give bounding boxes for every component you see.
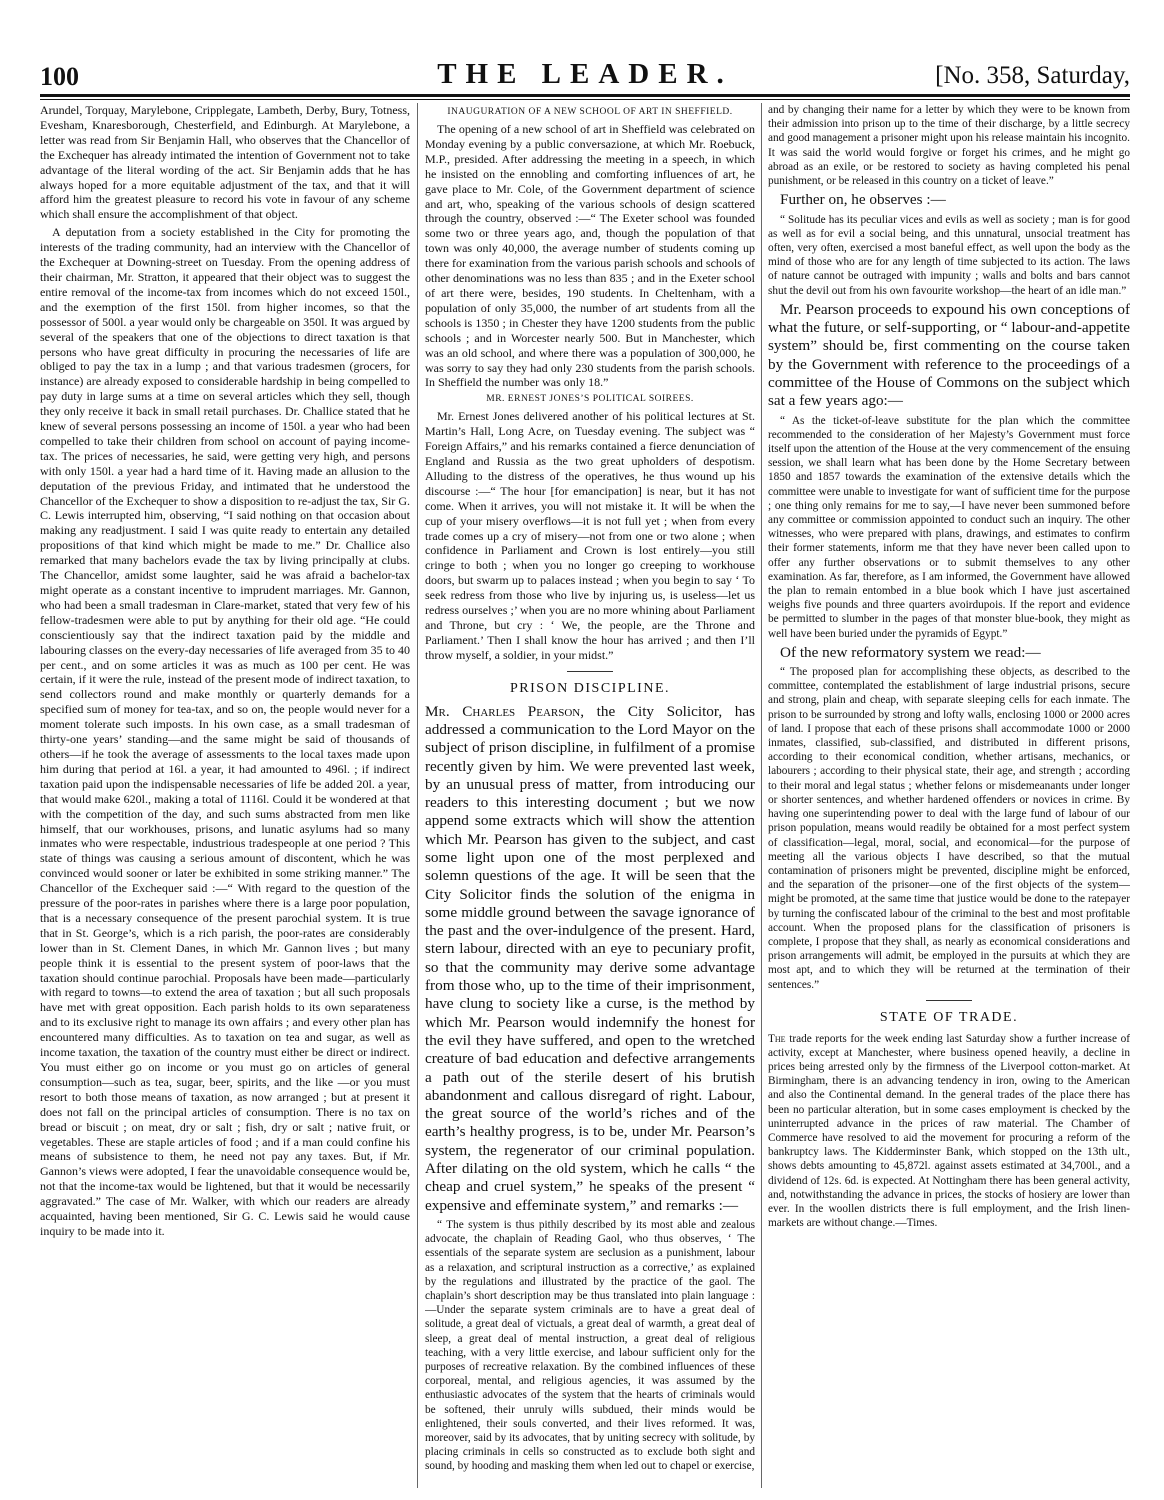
- column-3: [768, 103, 1130, 1493]
- ernest-jones-subheading: MR. ERNEST JONES’S POLITICAL SOIREES.: [486, 394, 694, 405]
- income-tax-continued-paragraph: Arundel, Torquay, Marylebone, Cripplegate, Lambeth, Derby, Bury, Totness, Evesham, Knaresborough, Chesterfield, and Edinburgh. At Marylebone, a letter was read from Sir Benjamin Hall, who observes that the Chancellor of the Exchequer has already intimated the intention of Government not to take advantage of the literal wording of the act. Sir Benjamin adds that he has always hoped for a more equitable adjustment of the tax, and that it will afford him the greatest pleasure to record his vote in favour of any scheme which shall ensure the accomplishment of that object.: [40, 103, 410, 222]
- section-divider: [567, 671, 613, 672]
- state-of-trade-paragraph: [768, 1032, 1130, 1231]
- header-rule-thin: [40, 99, 1130, 100]
- page-header: [40, 56, 1130, 92]
- further-on-line: Further on, he observes :—: [780, 191, 946, 209]
- reformatory-quote: “ The proposed plan for accomplishing these objects, as described to the committee, contemplated the establishment of large industrial prisons, secure and strong, plain and cheap, with separate sleeping cells for each inmate. The prison to be surrounded by strong and lofty walls, enclosing 1000 or 2000 acres of land. I propose that each of these prisons shall accommodate 1000 or 2000 inmates, classified, sub-classified, and distributed in different prisons, according to their economical condition, whether artisans, mechanics, or labourers ; according to their physical state, their age, and strength ; according to their moral and legal status ; whether felons or misdemeanants under longer or shorter sentences, and whether hardened offenders or novices in crime. By having one superintending power to deal with the large fund of labour of our prison population, means would readily be obtained for a most perfect system of classification—legal, moral, social, and economical—for the purpose of meeting all the various objects I have described, so that the mutual contamination of prisoners might be prevented, discipline might be enforced, and the separation of the prisoner—one of the first objects of the system—might be promoted, at the same time that justice would be done to the ratepayer by turning the confiscated labour of the criminal to the best and most profitable account. When the proposed plans for the classification of prisoners is complete, I propose that they shall, as nearly as economical considerations and prison arrangements will admit, be employed in the pursuits at which they are most apt, and to which they will be returned at the termination of their sentences.”: [768, 666, 1130, 991]
- trade-text: trade reports for the week ending last Saturday show a further increase of activity, except at Manchester, where business opened heavily, a decline in prices being arrested only by the firmness of the Liverpool cotton-market. At Birmingham, there is an advancing tendency in iron, owing to the American and also the Continental demand. In the general trades of the place there has been no particular alteration, but in some cases employment is checked by the uninterrupted advance in the prices of raw material. The Chamber of Commerce have resolved to aid the movement for procuring a reform of the bankruptcy laws. The Kidderminster Bank, which stopped on the 13th ult., shows debts amounting to 45,872l. against assets estimated at 34,700l., and a dividend of 12s. 6d. is expected. At Nottingham there has been general activity, and, notwithstanding the advance in prices, the stocks of hosiery are lower than ever. In the woollen districts there is full employment, and the Irish linen-markets are without change.—Times.: [768, 1032, 1130, 1230]
- trade-lead-word: The: [768, 1032, 786, 1045]
- section-divider-2: [926, 1000, 972, 1001]
- ticket-of-leave-quote: “ As the ticket-of-leave substitute for the plan which the committee recommended to the consideration of her Majesty’s Government must force itself upon the attention of the House at the very commencement of the ensuing session, we shall learn what has been done by the Home Secretary between 1850 and 1857 towards the examination of the extensive details which the committee were unable to investigate for want of sufficient time for the purpose ; one thing only remains for me to say,—I have never been summoned before any committee or commission appointed to conduct such an inquiry. The other witnesses, who were prepared with plans, drawings, and estimates to confirm their former statements, inform me that they have never been called upon to offer any further observations or to submit themselves to any other examination. As far, therefore, as I am informed, the Government have allowed the plan to remain entombed in a blue book which I have just ascertained weighs five pounds and three quarters avoirdupois. If the report and evidence be permitted to slumber in the pages of that monster blue-book, they might as well have been buried under the pyramids of Egypt.”: [768, 414, 1130, 640]
- separate-system-quote-continued: and by changing their name for a letter by which they were to be known from their admission into prison up to the time of their discharge, by a little secrecy and good management a prisoner might upon his release maintain his incognito. It was said the world would forgive or forget his crimes, and he might go abroad as an exile, or be restored to society as having completed his penal punishment, or be released in this country on a ticket of leave.”: [768, 104, 1130, 188]
- column-divider-2: [761, 103, 762, 1488]
- pearson-proceeds-paragraph: Mr. Pearson proceeds to expound his own conceptions of what the future, or self-supporting, or “ labour-and-appetite system” should be, first commenting on the course taken by the Government with reference to the proceedings of a committee of the House of Commons on the subject which sat a few years ago:—: [768, 300, 1130, 410]
- prison-discipline-intro: [425, 703, 755, 1215]
- page-number: 100: [40, 62, 79, 91]
- column-2: [425, 103, 755, 1493]
- state-of-trade-heading: STATE OF TRADE.: [879, 1009, 1019, 1025]
- reformatory-intro-line: Of the new reformatory system we read:—: [780, 643, 1041, 661]
- separate-system-quote: “ The system is thus pithily described by its most able and zealous advocate, the chaplain of Reading Gaol, who thus observes, ‘ The essentials of the separate system are seclusion as a punishment, labour as a relaxation, and scriptural instruction as a corrective,’ as explained by the regulations and illustrated by the practice of the gaol. The chaplain’s short description may be thus translated into plain language :—Under the separate system criminals are to have a great deal of solitude, a great deal of victuals, a great deal of warmth, a great deal of sleep, a great deal of mental instruction, a great deal of religious teaching, with a very little exercise, and labour sufficient only for the purposes of recreative relaxation. By the combined influences of these corporeal, mental, and religious agencies, it was assumed by the enthusiastic advocates of the system that the hearts of criminals would be softened, their unruly wills subdued, their minds would be enlightened, their souls converted, and their lives reformed. It was, moreover, said by its advocates, that by uniting secrecy with solitude, by placing criminals in cells so constructed as to exclude both sight and sound, by hooding and masking them when led out to chapel or exercise,: [425, 1218, 755, 1473]
- newspaper-title: THE LEADER.: [437, 58, 733, 90]
- solitude-quote: “ Solitude has its peculiar vices and evils as well as society ; man is for good as well as for evil a social being, and this unnatural, unsocial treatment has often, very often, exercised a most baneful effect, as well upon the body as the mind of those who are for any length of time subjected to its action. The laws of nature cannot be outraged with impunity ; walls and bolts and bars cannot shut the devil out from his own favourite workshop—the heart of an idle man.”: [768, 213, 1130, 297]
- sheffield-subheading: INAUGURATION OF A NEW SCHOOL OF ART IN SHEFFIELD.: [447, 107, 733, 117]
- deputation-paragraph: A deputation from a society established in the City for promoting the interests of the trading community, had an interview with the Chancellor of the Exchequer at Downing-street on Tuesday. From the opening address of their chairman, Mr. Stratton, it appeared that their object was to suggest the entire removal of the income-tax from incomes which do not exceed 150l., and the exemption of the first 150l. from higher incomes, so that the possessor of 500l. a year would only be chargeable on 350l. It was argued by several of the speakers that one of the objections to direct taxation is that persons who have great difficulty in procuring the necessaries of life are obliged to pay the tax in a lump ; and that various tradesmen (grocers, for instance) are already exposed to considerable hardship in being compelled to pay duty in large sums at a time on several articles which they sell, though they only receive it back in small retail purchases. Dr. Challice stated that he knew of several persons possessing an income of 150l. a year who had been compelled to take their children from school on account of paying income-tax. The prices of necessaries, he said, were getting very high, and persons with only 150l. a year had a hard time of it. Having made an allusion to the deputation of the previous Friday, and intimated that he understood the Chancellor of the Exchequer to show a disposition to re-adjust the tax, Sir G. C. Lewis interrupted him, observing, “I said nothing on that occasion about making any readjustment. I said I was quite ready to entertain any detailed propositions of that kind which might be made to me.” Dr. Challice also remarked that many bachelors evade the tax by living principally at clubs. The Chancellor, amidst some laughter, said he was afraid a bachelor-tax might operate as a constant incentive to imprudent marriages. Mr. Gannon, who had been a small tradesman in Clare-market, stated that very few of his fellow-tradesmen were able to put by anything for their old age. “He could conscientiously say that the indirect taxation paid by the middle and labouring classes on the every-day necessaries of life averaged from 35 to 40 per cent., and on some articles it was as much as 100 per cent. He was certain, if it were the rule, instead of the present mode of indirect taxation, to send collectors round and make monthly or quarterly demands for a specified sum of money for tea-tax, and so on, the people would never for a moment tolerate such imposts. In his own case, as a small tradesman of thirty-one years’ standing—and the same might be said of thousands of others—if he took the average of assessments to the local taxes made upon him during that period at 16l. a year, it had amounted to 496l. ; if indirect taxation paid upon the indispensable necessaries of life be added 20l. a year, that would make 620l., making a total of 1116l. Could it be wondered at that with the competition of the day, and such sums abstracted from men like himself, that our workhouses, prisons, and lunatic asylums had so many inmates who were respectable, industrious tradespeople at one period ? This state of things was causing a serious amount of discontent, which he was convinced would sooner or later be exhibited in some striking manner.” The Chancellor of the Exchequer said :—“ With regard to the question of the pressure of the poor-rates in parishes where there is a large poor population, that is a necessary consequence of the present parochial system. It is true that in St. George’s, which is a rich parish, the poor-rates are considerably lower than in St. Clement Danes, in which Mr. Gannon lives ; but many people think it is essential to the present system of poor-laws that the taxation should continue parochial. Proposals have been made—particularly with regard to towns—to extend the area of taxation ; but all such proposals have met with great opposition. Each parish holds to its own separateness and to its exclusive right to manage its own affairs ; and every other plan has encountered many difficulties. As to taxation on tea and sugar, as well as income taxation, the taxation of the country must either be direct or indirect. You must either go on income or you must go on articles of general consumption—such as tea, sugar, beer, spirits, and the like —or you must resort to both those means of taxation, as now arranged ; but at present it does not fall on the principal articles of consumption. There is no tax on bread or biscuit ; on meat, dry or salt ; fish, dry or salt ; native fruit, or vegetables. These are staple articles of food ; and if a man could confine his means of subsistence to them, he need not pay any taxes. But, if Mr. Gannon’s views were adopted, I fear the unavoidable consequence would be, not that the income-tax would be lightened, but that it would be necessarily aggravated.” The case of Mr. Walker, with which our readers are already acquainted, having been mentioned, Sir G. C. Lewis said he would cause inquiry to be made into it.: [40, 225, 410, 1238]
- prison-discipline-heading: PRISON DISCIPLINE.: [509, 680, 670, 696]
- header-rule-thick: [40, 94, 1130, 97]
- column-1: [40, 103, 410, 1493]
- column-divider-1: [417, 103, 418, 1488]
- sheffield-paragraph: The opening of a new school of art in Sheffield was celebrated on Monday evening by a public conversazione, at which Mr. Roebuck, M.P., presided. After addressing the meeting in a speech, in which he insisted on the ennobling and comforting influences of art, he gave place to Mr. Cole, of the Government department of science and art, who, speaking of the various schools of design scattered through the country, observed :—“ The Exeter school was founded some two or three years ago, and, though the population of that town was only 40,000, the average number of students coming up there for examination from the various parish schools and schools of other denominations was no less than 835 ; and in the Exeter school of art there were, besides, 190 students. In Cheltenham, with a population of only 35,000, the number of art students from all the schools is 1350 ; in Chester they have 1200 students from the public schools ; and in Worcester nearly 500. But in Manchester, which was an old school, and where there was a population of 300,000, he was sorry to say they had only 230 students from the parish schools. In Sheffield the number was only 18.”: [425, 122, 755, 390]
- issue-info: [No. 358, Saturday,: [935, 62, 1130, 89]
- intro-text: the City Solicitor, has addressed a communication to the Lord Mayor on the subject of prison discipline, in fulfilment of a promise recently given by him. We were prevented last week, by an unusual press of matter, from introducing our readers to this interesting document ; but we now append some extracts which will show the attention which Mr. Pearson has given to the subject, and cast some light upon one of the most perplexed and solemn questions of the age. It will be seen that the City Solicitor finds the solution of the enigma in some middle ground between the savage ignorance of the past and the over-indulgence of the present. Hard, stern labour, directed with an eye to pecuniary profit, so that the community may derive some advantage from those who, up to the time of their imprisonment, have clung to society like a curse, is the method by which Mr. Pearson would indemnify the honest for the evil they have suffered, and open to the wretched creature of bad education and defective arrangements a path out of the sterile desert of his brutish abandonment and callous disregard of right. Labour, the great source of the world’s riches and of the earth’s healthy progress, is to be, under Mr. Pearson’s system, the regenerator of our criminal population. After dilating on the old system, which he calls “ the cheap and cruel system,” he speaks of the present “ expensive and effeminate system,” and remarks :—: [425, 702, 755, 1214]
- ernest-jones-paragraph: Mr. Ernest Jones delivered another of his political lectures at St. Martin’s Hall, Long Acre, on Tuesday evening. The subject was “ Foreign Affairs,” and his remarks contained a fierce denunciation of England and Russia as the two great upholders of despotism. Alluding to the distress of the operatives, he thus wound up his discourse :—“ The hour [for emancipation] is near, but it has not come. When it arrives, you will not mistake it. It will be when the cup of your misery overflows—it is not full yet ; when from every trade comes up a cry of misery—not from one or two alone ; when confidence in Parliament and Crown is lost entirely—you still cringe to both ; when you no longer go creeping to workhouse doors, but swarm up to palaces instead ; when you begin to say ‘ To seek redress from those who live by injuring us, is useless—let us redress ourselves ;’ when you are no more whining about Parliament and Throne, but cry : ‘ We, the people, are the Throne and Parliament.’ Then I shall know the hour has arrived ; and then I’ll throw myself, a soldier, in your midst.”: [425, 409, 755, 662]
- lead-name: Mr. Charles Pearson,: [425, 702, 585, 720]
